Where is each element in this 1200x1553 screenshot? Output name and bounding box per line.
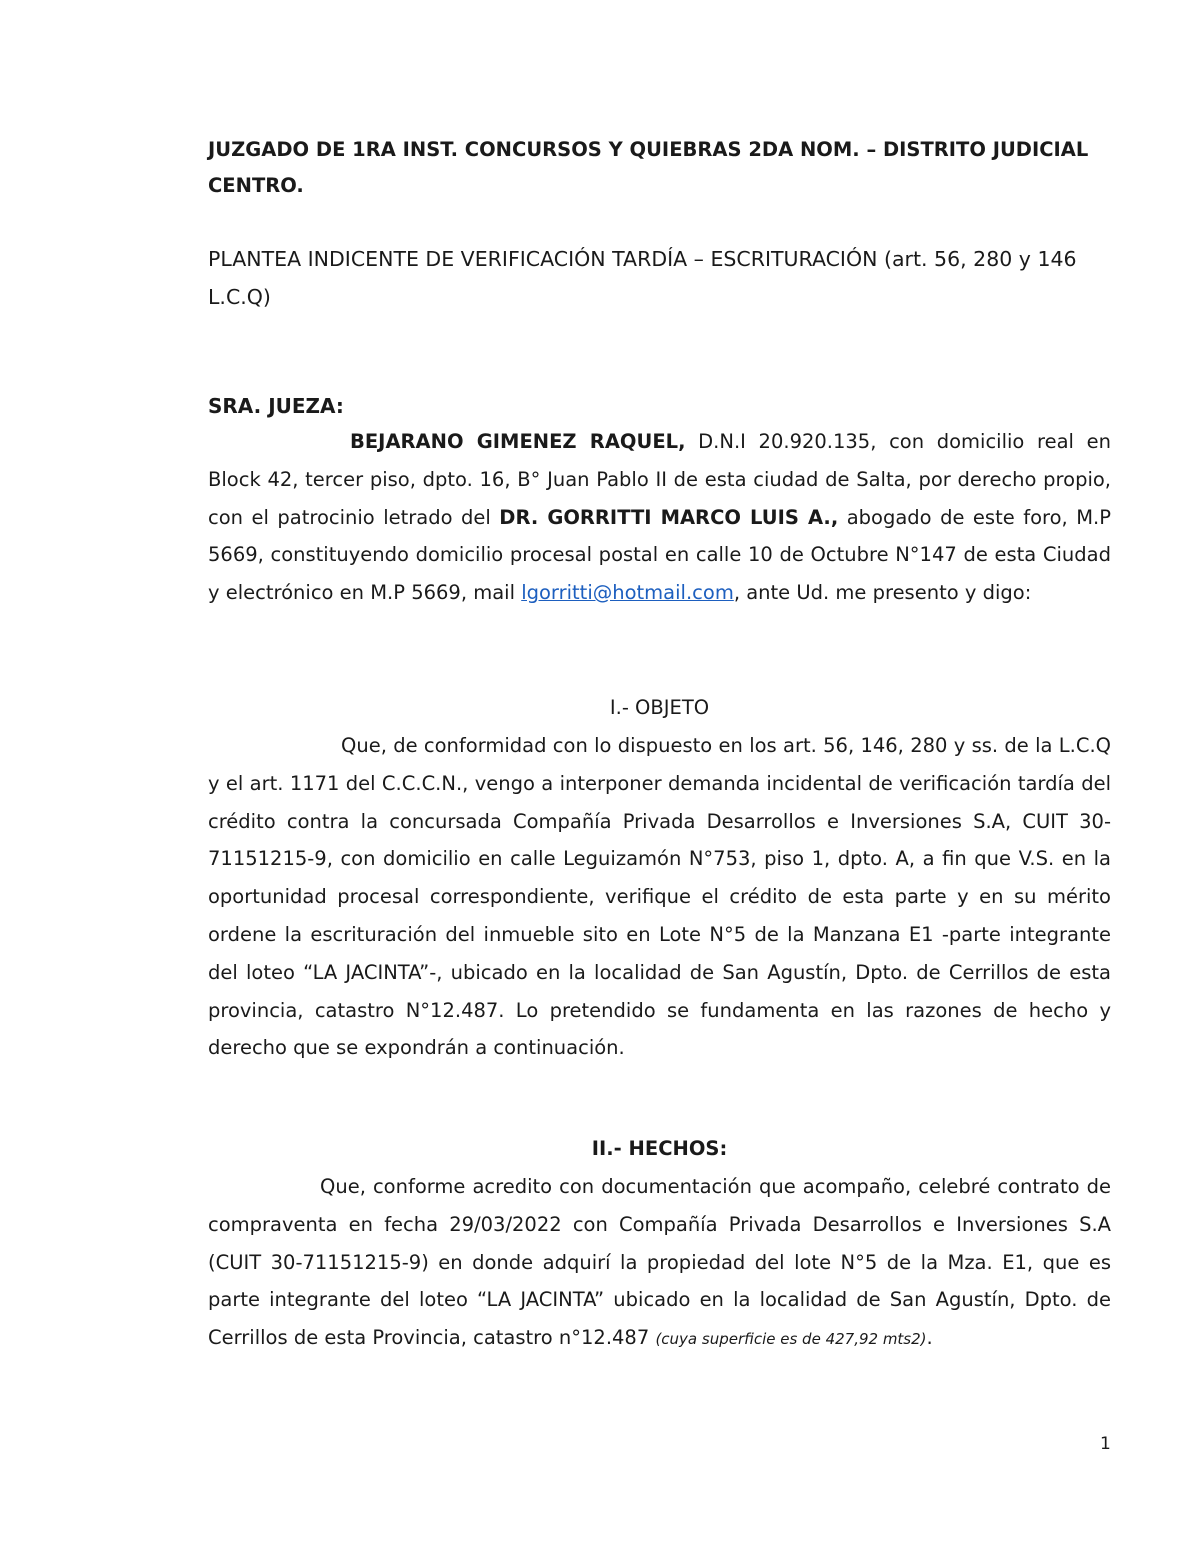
subject-heading: PLANTEA INDICENTE DE VERIFICACIÓN TARDÍA – ESCRITURACIÓN (art. 56, 280 y 146 L.C.Q) <box>208 247 1077 309</box>
hechos-note: (cuya superficie es de 427,92 mts2) <box>655 1330 927 1349</box>
email-link[interactable]: lgorritti@hotmail.com <box>521 581 734 605</box>
intro-text-3: , ante Ud. me presento y digo: <box>733 581 1032 605</box>
page-number: 1 <box>1100 1434 1111 1454</box>
intro-text-2: abogado de este foro, M.P 5669, constituyendo domicilio procesal postal en calle 10 de Octubre N°147 de esta Ciudad y electrónico en M.P 5669, mail <box>208 505 1111 605</box>
court-heading: JUZGADO DE 1RA INST. CONCURSOS Y QUIEBRAS 2DA NOM. – DISTRITO JUDICIAL CENTRO. <box>208 138 1089 197</box>
hechos-text: Que, conforme acredito con documentación que acompaño, celebré contrato de compraventa en fecha 29/03/2022 con Compañía Privada Desarrollos e Inversiones S.A (CUIT 30-71151215-9) en donde adquirí la propiedad del lote N°5 de la Mza. E1, que es parte integrante del loteo “LA JACINTA” ubicado en la localidad de San Agustín, Dpto. de Cerrillos de esta Provincia, catastro n°12.487 <box>208 1175 1111 1350</box>
section-title-objeto: I.- OBJETO <box>609 696 710 719</box>
section-title-hechos: II.- HECHOS: <box>591 1137 728 1160</box>
intro-paragraph <box>208 423 1111 612</box>
intro-text-1: D.N.I 20.920.135, con domicilio real en Block 42, tercer piso, dpto. 16, B° Juan Pablo II de esta ciudad de Salta, por derecho propio, con el patrocinio letrado del <box>208 430 1111 529</box>
party-name: BEJARANO GIMENEZ RAQUEL, <box>350 430 686 453</box>
lawyer-name: DR. GORRITTI MARCO LUIS A., <box>499 505 839 529</box>
hechos-paragraph <box>208 1168 1111 1359</box>
hechos-note-end: . <box>926 1326 933 1350</box>
salutation: SRA. JUEZA: <box>208 394 344 418</box>
objeto-paragraph: Que, de conformidad con lo dispuesto en los art. 56, 146, 280 y ss. de la L.C.Q y el art. 1171 del C.C.C.N., vengo a interponer demanda incidental de verificación tardía del crédito contra la concursada Compañía Privada Desarrollos e Inversiones S.A, CUIT 30-71151215-9, con domicilio en calle Leguizamón N°753, piso 1, dpto. A, a fin que V.S. en la oportunidad procesal correspondiente, verifique el crédito de esta parte y en su mérito ordene la escrituración del inmueble sito en Lote N°5 de la Manzana E1 -parte integrante del loteo “LA JACINTA”-, ubicado en la localidad de San Agustín, Dpto. de Cerrillos de esta provincia, catastro N°12.487. Lo pretendido se fundamenta en las razones de hecho y derecho que se expondrán a continuación. <box>208 734 1111 1060</box>
